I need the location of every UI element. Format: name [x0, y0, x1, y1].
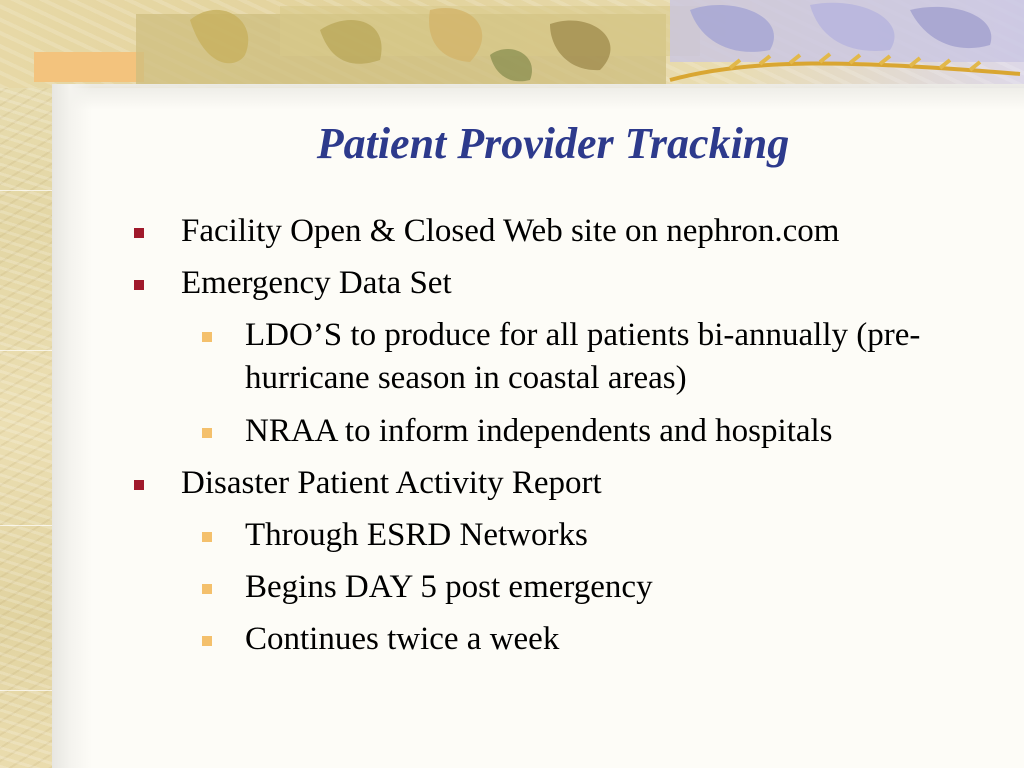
- bullet-level2: NRAA to inform independents and hospitals: [245, 413, 833, 449]
- bullet-level2: Through ESRD Networks: [245, 517, 588, 553]
- bullet-square-icon: [202, 532, 212, 542]
- bullet-level2: LDO’S to produce for all patients bi-annually (pre-hurricane season in coastal areas): [245, 317, 921, 396]
- bullet-square-icon: [202, 332, 212, 342]
- bullet-level1: Emergency Data Set: [181, 265, 452, 301]
- bullet-level2: Begins DAY 5 post emergency: [245, 569, 653, 605]
- bullet-square-icon: [202, 584, 212, 594]
- bullet-square-icon: [202, 636, 212, 646]
- bullet-square-icon: [134, 480, 144, 490]
- slide-title: Patient Provider Tracking: [316, 119, 790, 168]
- bullet-level2: Continues twice a week: [245, 621, 560, 657]
- bullet-level1: Disaster Patient Activity Report: [181, 465, 602, 501]
- bullet-square-icon: [134, 280, 144, 290]
- bullet-level1: Facility Open & Closed Web site on nephron.com: [181, 213, 840, 249]
- bullet-square-icon: [202, 428, 212, 438]
- bullet-square-icon: [134, 228, 144, 238]
